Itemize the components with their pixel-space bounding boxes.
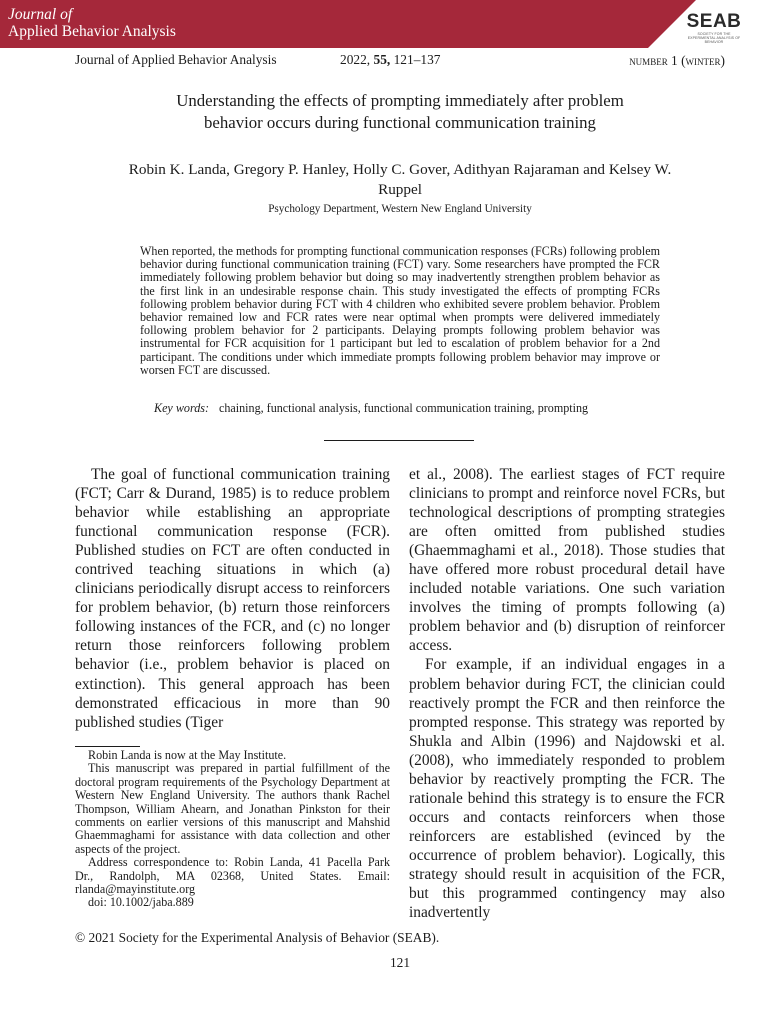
running-head-pages: 121–137 — [393, 52, 441, 67]
body-paragraph: et al., 2008). The earliest stages of FCT require clinicians to prompt and reinforce novel FCRs, but technological descriptions of prompting strategies are often omitted from published studies (Ghaemmaghami et al., 2018). Those studies that have offered more robust procedural detail have included notable variations. One such variation involves the timing of prompts following (a) problem behavior and (b) disruption of reinforcer access. — [409, 466, 725, 655]
journal-logo-line2: Applied Behavior Analysis — [8, 23, 176, 40]
running-head-year: 2022, — [340, 52, 371, 67]
running-head — [75, 52, 725, 70]
article-authors: Robin K. Landa, Gregory P. Hanley, Holly C. Gover, Adithyan Rajaraman and Kelsey W. Ruppel — [128, 161, 672, 198]
running-head-issue: number 1 (winter) — [629, 53, 725, 68]
journal-logo — [8, 6, 176, 40]
keywords — [154, 401, 664, 415]
running-head-citation — [340, 52, 440, 68]
footnotes — [75, 749, 390, 910]
body-column-left — [75, 465, 390, 732]
article-affiliation: Psychology Department, Western New England University — [268, 203, 532, 215]
body-paragraph: The goal of functional communication training (FCT; Carr & Durand, 1985) is to reduce problem behavior while establishing an appropriate functional communication response (FCR). Published studies on FCT are often conducted in contrived teaching situations in which (a) clinicians periodically disrupt access to reinforcers for problem behavior, (b) return those reinforcers following instances of the FCR, and (c) no longer return those reinforcers following problem behavior (i.e., problem behavior is placed on extinction). This general approach has been demonstrated efficacious in more than 90 published studies (Tiger — [75, 466, 390, 731]
footnote-doi: doi: 10.1002/jaba.889 — [88, 895, 194, 910]
running-head-journal: Journal of Applied Behavior Analysis — [75, 52, 277, 67]
copyright-notice: © 2021 Society for the Experimental Analysis of Behavior (SEAB). — [75, 930, 440, 945]
journal-logo-line1: Journal of — [8, 6, 73, 23]
body-column-right — [409, 465, 725, 922]
seab-logo-mark: SEAB — [686, 11, 742, 32]
footnote-rule — [75, 746, 140, 747]
abstract: When reported, the methods for prompting functional communication responses (FCRs) following problem behavior during functional communication training (FCT) vary. Some researchers have prompted the FCR immediately following problem behavior but doing so may inadvertently strengthen problem behavior as the first link in an undesirable response chain. This study investigated the effects of prompting FCRs following problem behavior during FCT with 4 children who exhibited severe problem behavior. Problem behavior remained low and FCR rates were near optimal when prompts were delivered immediately following problem behavior for 2 participants. Delaying prompts following problem behavior was instrumental for FCR acquisition for 1 participant but led to escalation of problem behavior for a 2nd participant. The conditions under which immediate prompts following problem behavior may improve or worsen FCT are discussed. — [140, 244, 660, 377]
page-number: 121 — [389, 955, 411, 970]
running-head-volume: 55, — [373, 52, 391, 67]
seab-logo-subtitle: SOCIETY FOR THE EXPERIMENTAL ANALYSIS OF BEHAVIOR — [687, 32, 741, 44]
body-paragraph: For example, if an individual engages in a problem behavior during FCT, the clinician could reactively prompt the FCR and then reinforce the prompted response. This strategy was reported by Shukla and Albin (1996) and Najdowski et al. (2008), who immediately responded to problem behavior by reactively prompting the FCR. The rationale behind this strategy is to ensure the FCR occurs and contacts reinforcers when those reinforcers are established (evinced by the occurrence of problem behavior). Logically, this strategy should result in acquisition of the FCR, but this programmed contingency may also inadvertently — [409, 656, 725, 922]
footnote-affiliation-change: Robin Landa is now at the May Institute. — [88, 748, 287, 762]
section-divider — [324, 440, 474, 441]
keywords-label: Key words: — [154, 401, 209, 415]
article-title: Understanding the effects of prompting immediately after problem behavior occurs during functional communication training — [176, 91, 624, 132]
keywords-list: chaining, functional analysis, functional communication training, prompting — [218, 401, 589, 415]
seab-logo — [684, 12, 744, 44]
footnote-acknowledgements: This manuscript was prepared in partial fulfillment of the doctoral program requirements of the Psychology Department at Western New England University. The authors thank Rachel Thompson, William Ahearn, and Jonathan Pinkston for their comments on earlier versions of this manuscript and Mahshid Ghaemmaghami for assistance with data collection and other aspects of the project. — [75, 761, 390, 856]
journal-banner — [0, 0, 768, 48]
footnote-correspondence: Address correspondence to: Robin Landa, 41 Pacella Park Dr., Randolph, MA 02368, United States. Email: rlanda@mayinstitute.org — [75, 855, 390, 897]
